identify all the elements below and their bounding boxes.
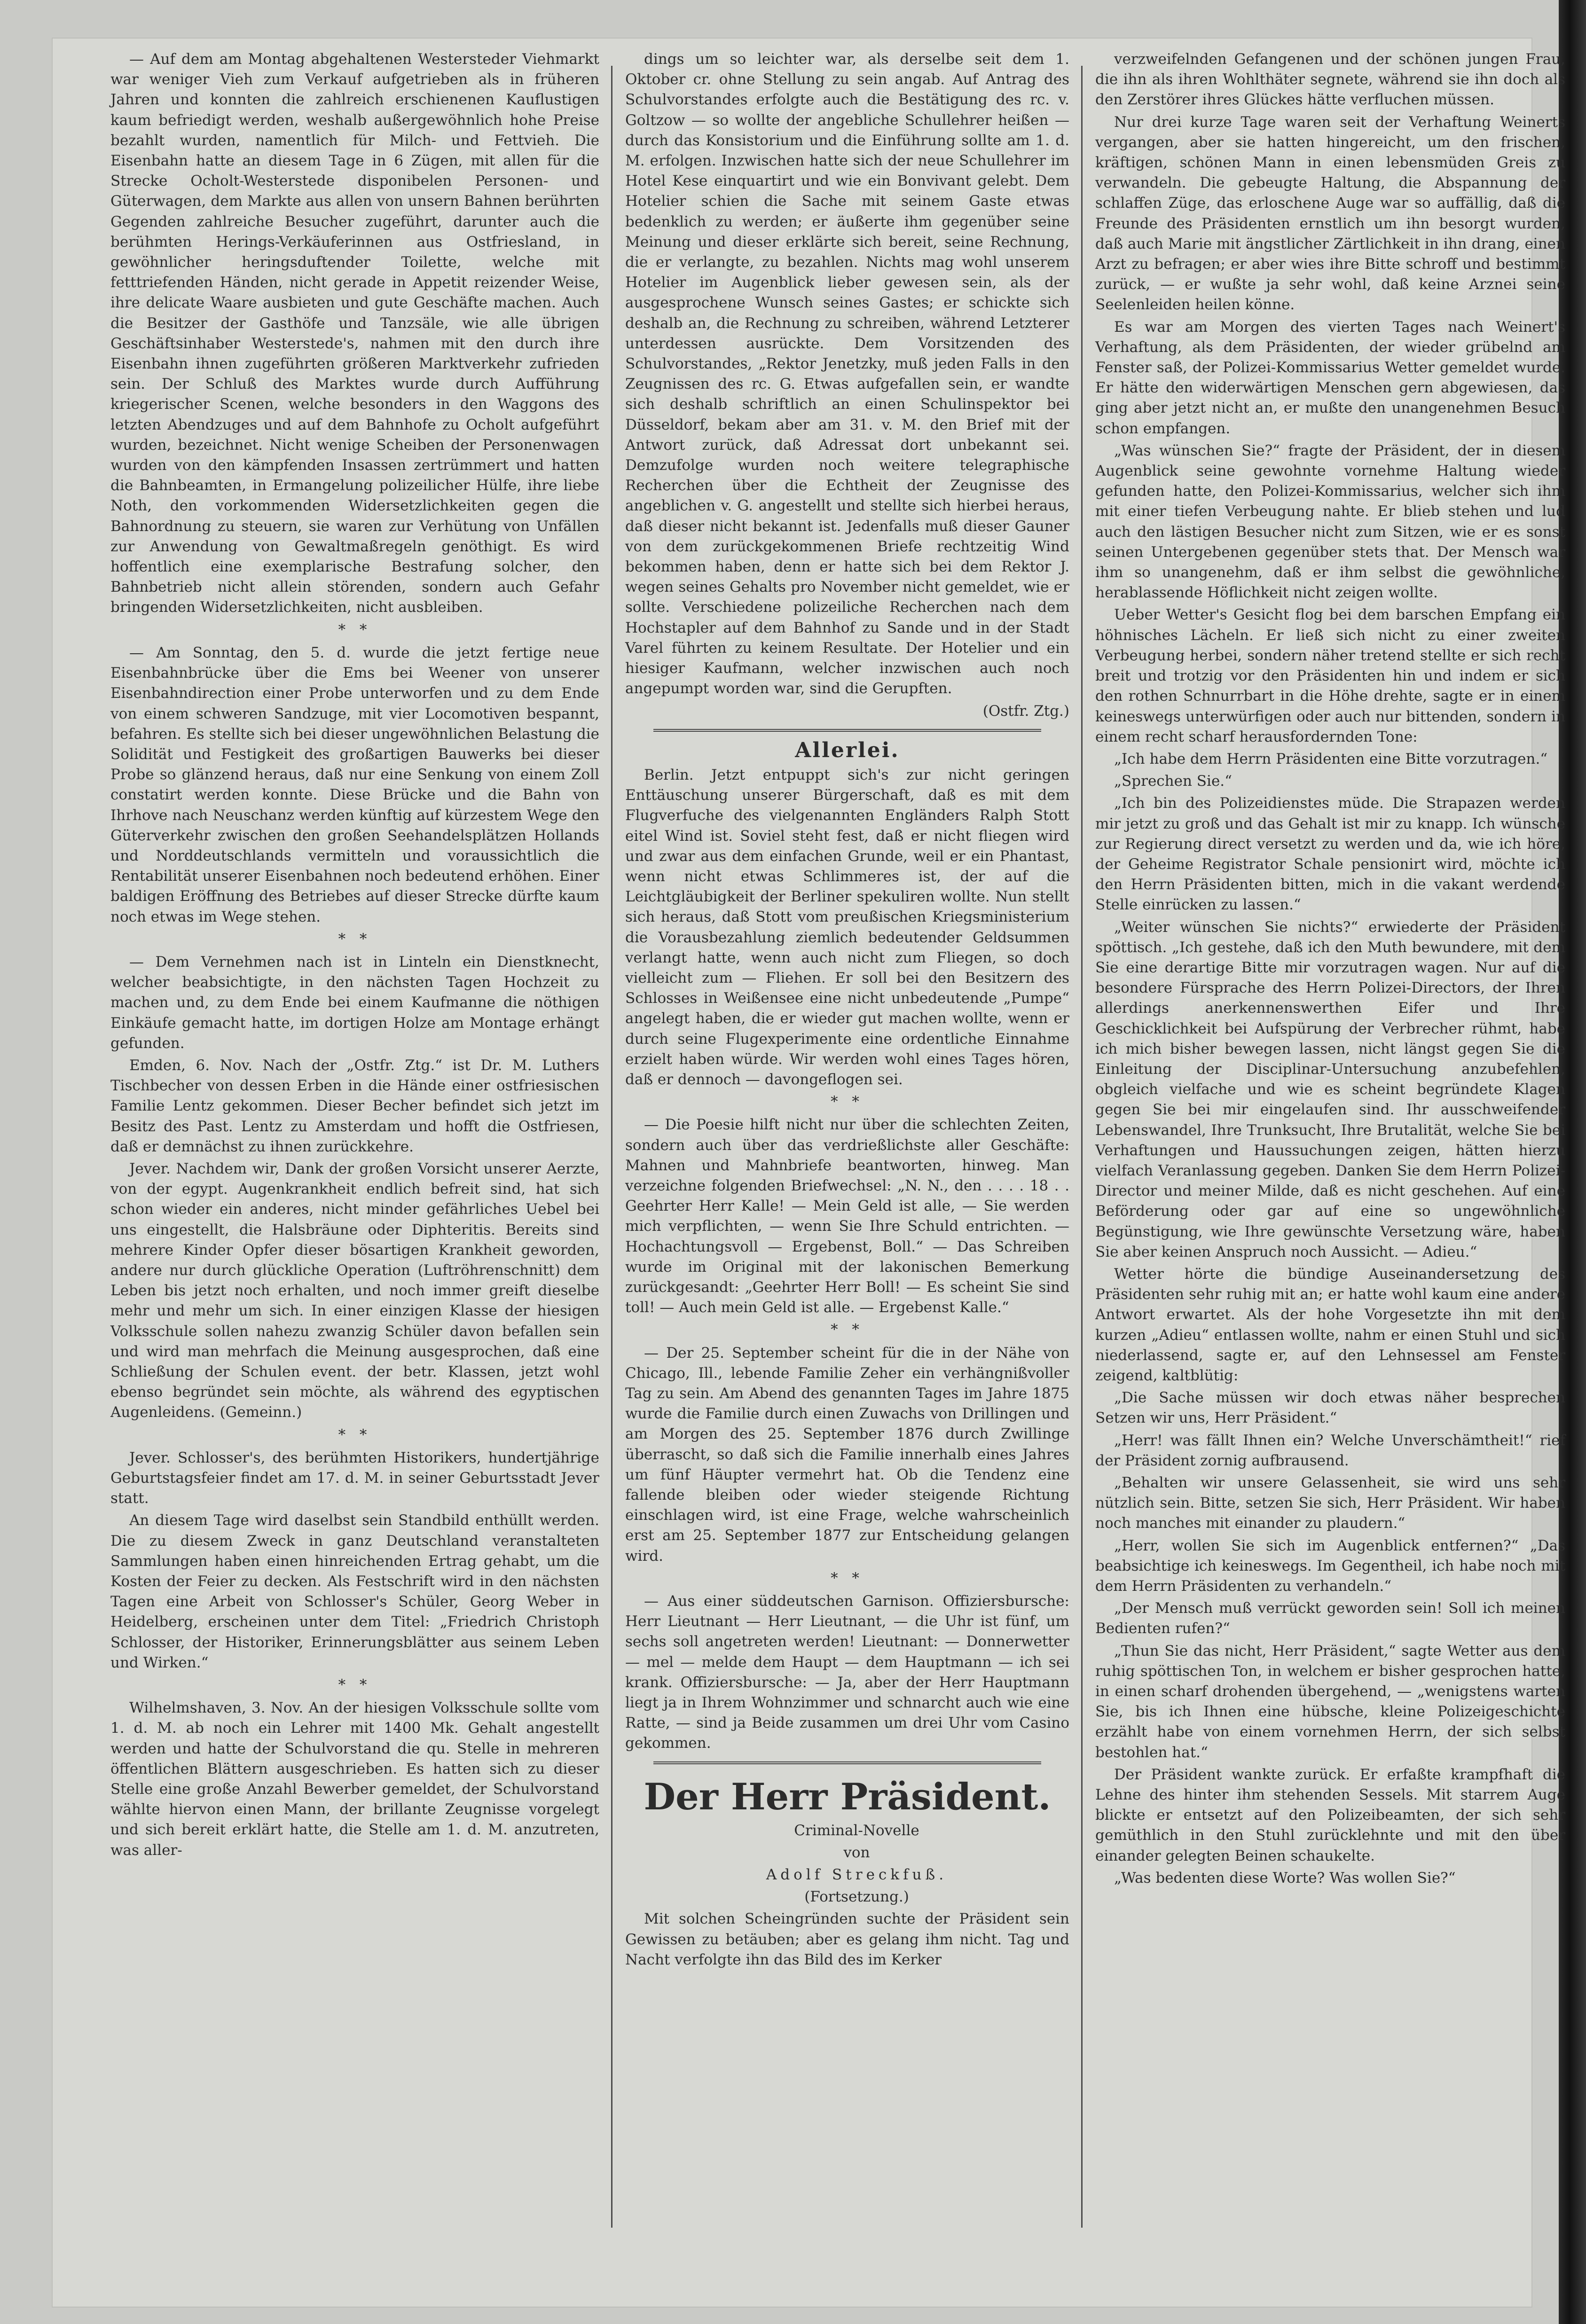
article-linteln: — Dem Vernehmen nach ist in Linteln ein Dienstknecht, welcher beabsichtigte, in den nächsten Tagen Hochzeit zu machen und, zu dem Ende bei einem Kaufmanne die nöthigen Einkäufe gemacht hatte, im dortigen Holze am Montage erhängt gefunden. [110,953,599,1052]
novel-paragraph: Der Präsident wankte zurück. Er erfaßte krampfhaft die Lehne des hinter ihm stehenden Sessels. Mit starrem Auge blickte er entsetzt auf den Polizeibeamten, der sich sehr gemüthlich in den Stuhl zurücklehnte und mit den über einander gelegten Beinen schaukelte. [1095,1766,1565,1864]
article-familie-zeher: — Der 25. September scheint für die in der Nähe von Chicago, Ill., lebende Familie Zeher ein verhängnißvoller Tag zu sein. Am Abend des genannten Tages im Jahre 1875 wurde die Familie durch einen Zuwachs von Drillingen und am Morgen des 25. September 1876 durch Zwillinge überrascht, so daß sich die Familie innerhalb eines Jahres um fünf Häupter vermehrt hat. Ob die Tendenz eine fallende bleiben oder wieder steigende Richtung einschlagen wird, ist eine Frage, welche wahrscheinlich erst am 25. September 1877 zur Entscheidung gelangen wird. [625,1344,1069,1565]
column-rule-left [611,66,612,2228]
section-separator: * * [338,930,372,947]
section-separator: * * [831,1569,864,1587]
novel-paragraph: „Sprechen Sie.“ [1114,773,1232,790]
novel-paragraph: „Herr! was fällt Ihnen ein? Welche Unverschämtheit!“ rief der Präsident zornig aufbrausend. [1095,1432,1565,1469]
article-garnison: — Aus einer süddeutschen Garnison. Offiziersbursche: Herr Lieutnant — Herr Lieutnant, — die Uhr ist fünf, um sechs soll angetreten werden! Lieutnant: — Donnerwetter — mel — melde dem Haupt — dem Hauptmann — ich sei krank. Offiziersbursche: — Ja, aber der Herr Hauptmann liegt ja in Ihrem Wohnzimmer und schnarcht auch wie eine Ratte, — sind ja Beide zusammen um drei Uhr vom Casino gekommen. [625,1593,1069,1752]
section-heading-allerlei: Allerlei. [795,738,900,762]
article-jever-diphteritis: Jever. Nachdem wir, Dank der großen Vorsicht unserer Aerzte, von der egypt. Augenkrankheit endlich befreit sind, hat sich schon wieder ein anderes, nicht minder gefährliches Uebel bei uns eingestellt, die Halsbräune oder Diphteritis. Bereits sind mehrere Kinder Opfer dieser bösartigen Krankheit geworden, andere nur durch glückliche Operation (Luftröhrenschnitt) dem Leben bis jetzt noch erhalten, und noch immer greift dieselbe mehr und mehr um sich. In einer einzigen Klasse der hiesigen Volksschule sollen nahezu zwanzig Schüler davon befallen sein und wird man mehrfach die Meinung ausgesprochen, daß eine Schließung der Schulen event. der betr. Klassen, jetzt wohl ebenso begründet sein möchte, als während des egyptischen Augenleidens. (Gemeinn.) [110,1160,599,1421]
novel-continuation: (Fortsetzung.) [804,1888,909,1906]
column-rule-right [1081,66,1083,2228]
novel-paragraph: „Ich bin des Polizeidienstes müde. Die Strapazen werden mir jetzt zu groß und das Gehalt ist mir zu knapp. Ich wünsche zur Regierung direct versetzt zu werden und da, wie ich höre, der Geheime Registrator Schale pensionirt wird, möchte ich den Herrn Präsidenten bitten, mich in die vakant werdende Stelle einrücken zu lassen.“ [1095,795,1565,914]
novel-paragraph: Ueber Wetter's Gesicht flog bei dem barschen Empfang ein höhnisches Lächeln. Er ließ sich nicht zu einer zweiten Verbeugung herbei, sondern näher tretend stellte er sich recht breit und trotzig vor den Präsidenten hin und indem er sich den rothen Schnurrbart in die Höhe drehte, sagte er in einem keineswegs unterwürfigen oder auch nur bittenden, sondern in einem recht scharf herausfordernden Tone: [1095,606,1565,745]
article-jever-standbild: An diesem Tage wird daselbst sein Standbild enthüllt werden. Die zu diesem Zweck in ganz Deutschland veranstalteten Sammlungen haben einen hinreichenden Ertrag gehabt, um die Kosten der Feier zu decken. Als Festschrift wird in den nächsten Tagen eine Arbeit von Schlosser's Schüler, Georg Weber in Heidelberg, erscheinen unter dem Titel: „Friedrich Christoph Schlosser, der Historiker, Erinnerungsblätter aus seinem Leben und Wirken.“ [110,1512,599,1671]
section-separator: * * [338,621,372,638]
novel-paragraph: „Thun Sie das nicht, Herr Präsident,“ sagte Wetter aus dem ruhig spöttischen Ton, in welchem er bisher gesprochen hatte, in einen scharf drohenden übergehend, — „wenigstens warten Sie, bis ich Ihnen eine hübsche, kleine Polizeigeschichte erzählt habe von einem vornehmen Herrn, der sich selbst bestohlen hat.“ [1095,1642,1565,1761]
article-wilhelmshaven-cont: dings um so leichter war, als derselbe seit dem 1. Oktober cr. ohne Stellung zu sein angab. Auf Antrag des Schulvorstandes erfolgte auch die Bestätigung des rc. v. Goltzow — so wollte der angebliche Schullehrer heißen — durch das Konsistorium und die Einführung sollte am 1. d. M. erfolgen. Inzwischen hatte sich der neue Schullehrer im Hotel Kese einquartirt und wie ein Bonvivant gelebt. Dem Hotelier schien die Sache mit seinem Gaste etwas bedenklich zu werden; er äußerte ihm gegenüber seine Meinung und dieser erklärte sich bereit, seine Rechnung, die er verlangte, zu bezahlen. Nichts mag wohl unserem Hotelier im Augenblick lieber gewesen sein, als der ausgesprochene Wunsch seines Gastes; er schickte sich deshalb an, die Rechnung zu schreiben, während Letzterer unterdessen ausrückte. Dem Vorsitzenden des Schulvorstandes, „Rektor Jenetzky, muß jeden Falls in den Zeugnissen des rc. G. Etwas aufgefallen sein, er wandte sich deshalb schriftlich an einen Schulinspektor bei Düsseldorf, bekam aber am 31. v. M. den Brief mit der Antwort zurück, daß Adressat dort unbekannt sei. Demzufolge wurden noch weitere telegraphische Recherchen über die Echtheit der Zeugnisse des angeblichen v. G. angestellt und stellte sich hierbei heraus, daß dieser nicht bekannt ist. Jedenfalls muß dieser Gauner von dem zurückgekommenen Briefe rechtzeitig Wind bekommen haben, denn er hatte sich bei dem Rektor J. wegen seines Gehalts pro November nicht gemeldet, wie er sollte. Verschiedene polizeiliche Recherchen nach dem Hochstapler auf dem Bahnhof zu Sande und in der Stadt Varel führten zu keinem Resultate. Der Hotelier und ein hiesiger Kaufmann, welcher inzwischen auch noch angepumpt worden war, sind die Gerupften. [625,51,1069,697]
section-separator: * * [338,1426,372,1443]
novel-paragraph: Wetter hörte die bündige Auseinandersetzung des Präsidenten sehr ruhig mit an; er hatte wohl kaum eine andere Antwort erwartet. Als der hohe Vorgesetzte ihn mit dem kurzen „Adieu“ entlassen wollte, nahm er einen Stuhl und sich niederlassend, sagte er, auf den Lehnsessel am Fenster zeigend, kaltblütig: [1095,1265,1565,1384]
article-jever-schlosser: Jever. Schlosser's, des berühmten Historikers, hundertjährige Geburtstagsfeier findet am 17. d. M. in seiner Geburtsstadt Jever statt. [110,1449,599,1507]
novel-paragraph: „Herr, wollen Sie sich im Augenblick entfernen?“ „Das beabsichtige ich keineswegs. Im Gegentheil, ich habe noch mit dem Herrn Präsidenten zu verhandeln.“ [1095,1537,1565,1595]
section-separator: * * [831,1093,864,1111]
column-right [1095,49,1565,1890]
novel-paragraph: „Behalten wir unsere Gelassenheit, sie wird uns sehr nützlich sein. Bitte, setzen Sie sich, Herr Präsident. Wir haben noch manches mit einander zu plaudern.“ [1095,1474,1565,1532]
novel-paragraph: Nur drei kurze Tage waren seit der Verhaftung Weinerts vergangen, aber sie hatten hingereicht, um den frischen, kräftigen, schönen Mann in einen lebensmüden Greis zu verwandeln. Die gebeugte Haltung, die Abspannung der schlaffen Züge, das erloschene Auge war so auffällig, daß die Freunde des Präsidenten ernstlich um ihn besorgt wurden, daß auch Marie mit ängstlicher Zärtlichkeit in ihn drang, einen Arzt zu befragen; er aber wies ihre Bitte schroff und bestimmt zurück, — er wußte ja sehr wohl, daß keine Arznei seine Seelenleiden heilen könne. [1095,113,1565,313]
source-attribution: (Ostfr. Ztg.) [982,702,1069,720]
novel-paragraph: Es war am Morgen des vierten Tages nach Weinert's Verhaftung, als dem Präsidenten, der wieder grübelnd am Fenster saß, der Polizei-Kommissarius Wetter gemeldet wurde. Er hätte den widerwärtigen Menschen gern abgewiesen, das ging aber jetzt nicht an, er mußte den unangenehmen Besuch schon empfangen. [1095,318,1565,437]
novel-paragraph: „Der Mensch muß verrückt geworden sein! Soll ich meinen Bedienten rufen?“ [1095,1600,1565,1637]
column-middle [625,49,1069,1972]
section-separator: * * [338,1676,372,1694]
article-westerstede-viehmarkt: — Auf dem am Montag abgehaltenen Westersteder Viehmarkt war weniger Vieh zum Verkauf aufgetrieben als in früheren Jahren und konnten die zahlreich erschienenen Kauflustigen kaum befriedigt werden, weshalb außergewöhnlich hohe Preise bezahlt wurden, namentlich für Milch- und Fettvieh. Die Eisenbahn hatte an diesem Tage in 6 Zügen, mit allen für die Strecke Ocholt-Westerstede disponibelen Personen- und Güterwagen, dem Markte aus allen von unsern Bahnen berührten Gegenden zahlreiche Besucher zugeführt, darunter auch die berühmten Herings-Verkäuferinnen aus Ostfriesland, in gewöhnlicher heringsduftender Toilette, welche mit fetttriefenden Händen, nicht gerade in Appetit reizender Weise, ihre delicate Waare ausbieten und gute Geschäfte machen. Auch die Besitzer der Gasthöfe und Tanzsäle, wie alle übrigen Geschäftsinhaber Westerstede's, nahmen mit den durch ihre Eisenbahn ihnen zugeführten größeren Marktverkehr zufrieden sein. Der Schluß des Marktes wurde durch Aufführung kriegerischer Scenen, welche besonders in den Waggons des letzten Abendzuges und auf dem Bahnhofe zu Ocholt aufgeführt wurden, bezeichnet. Nicht wenige Scheiben der Personenwagen wurden von den kämpfenden Insassen zertrümmert und hatten die Bahnbeamten, in Ermangelung polizeilicher Hülfe, ihre liebe Noth, den vorkommenden Widersetzlichkeiten gegen die Bahnordnung zu steuern, sie waren zur Verhütung von Unfällen zur Anwendung von Gewaltmaßregeln genöthigt. Es wird hoffentlich eine exemplarische Bestrafung solcher, den Bahnbetrieb nicht allein störenden, sondern auch Gefahr bringenden Widersetzlichkeiten, nicht ausbleiben. [110,51,599,616]
divider [653,1761,1041,1764]
novel-paragraph: „Die Sache müssen wir doch etwas näher besprechen Setzen wir uns, Herr Präsident.“ [1095,1389,1565,1427]
article-poesie: — Die Poesie hilft nicht nur über die schlechten Zeiten, sondern auch über das verdrießlichste aller Geschäfte: Mahnen und Mahnbriefe beantworten, hinweg. Man verzeichne folgenden Briefwechsel: „N. N., den . . . . 18 . . Geehrter Herr Kalle! — Mein Geld ist alle, — Sie werden mich verpflichten, — wenn Sie Ihre Schuld entrichten. — Hochachtungsvoll — Ergebenst, Boll.“ — Das Schreiben wurde im Original mit der lakonischen Bemerkung zurückgesandt: „Geehrter Herr Boll! — Es scheint Sie sind toll! — Auch mein Geld ist alle. — Ergebenst Kalle.“ [625,1116,1069,1316]
novel-paragraph: verzweifelnden Gefangenen und der schönen jungen Frau, die ihn als ihren Wohlthäter segnete, während sie ihn doch als den Zerstörer ihres Glückes hätte verfluchen müssen. [1095,51,1565,109]
article-emden: Emden, 6. Nov. Nach der „Ostfr. Ztg.“ ist Dr. M. Luthers Tischbecher von dessen Erben in die Hände einer ostfriesischen Familie Lentz gekommen. Dieser Becher befindet sich jetzt im Besitz des Past. Lentz zu Amsterdam und hofft die Ostfriesen, daß er demnächst zu ihnen zurückkehre. [110,1056,599,1155]
novel-author: Adolf Streckfuß. [766,1866,948,1884]
novel-subtitle: Criminal-Novelle [794,1822,919,1839]
column-left [110,49,599,1862]
novel-title: Der Herr Präsident. [644,1775,1051,1818]
novel-paragraph: „Was wünschen Sie?“ fragte der Präsident, der in diesem Augenblick seine gewohnte vornehme Haltung wieder gefunden hatte, den Polizei-Kommissarius, welcher sich ihm mit einer tiefen Verbeugung nahte. Er blieb stehen und lud auch den lästigen Besucher nicht zum Sitzen, wie er es sonst seinen Untergebenen gegenüber stets that. Der Mensch war ihm so unangenehm, daß er ihm selbst die gewöhnliche, herablassende Höflichkeit nicht zeigen wollte. [1095,442,1565,602]
novel-paragraph: „Weiter wünschen Sie nichts?“ erwiederte der Präsident spöttisch. „Ich gestehe, daß ich den Muth bewundere, mit dem Sie eine derartige Bitte mir vorzutragen wagen. Nur auf die besondere Fürsprache des Herrn Polizei-Directors, der Ihren allerdings anerkennenswerthen Eifer und Ihre Geschicklichkeit bei Aufspürung der Verbrecher rühmt, habe ich mich bisher bewegen lassen, nicht längst gegen Sie die Einleitung der Disciplinar-Untersuchung anzubefehlen, obgleich vielfache und wie es scheint begründete Klagen gegen Sie bei mir eingelaufen sind. Ihr ausschweifender Lebenswandel, Ihre Trunksucht, Ihre Brutalität, welche Sie bei Verhaftungen und Haussuchungen zeigen, hätten hierzu vielfach Veranlassung gegeben. Danken Sie dem Herrn Polizei-Director und meiner Milde, daß es nicht geschehen. Auf eine Beförderung oder gar auf eine so ungewöhnliche Begünstigung, wie Ihre gewünschte Versetzung wäre, haben Sie aber keinen Anspruch noch Aussicht. — Adieu.“ [1095,918,1565,1260]
article-eisenbahnbruecke: — Am Sonntag, den 5. d. wurde die jetzt fertige neue Eisenbahnbrücke über die Ems bei Weener von unserer Eisenbahndirection einer Probe unterworfen und zu dem Ende von einem schweren Sandzuge, mit vier Locomotiven bespannt, befahren. Es stellte sich bei dieser ungewöhnlichen Belastung die Solidität und Festigkeit des großartigen Bauwerks bei dieser Probe so glänzend heraus, daß nur eine Senkung von einem Zoll constatirt werden konnte. Diese Brücke und die Bahn von Ihrhove nach Neuschanz werden künftig auf kürzestem Wege den Güterverkehr zwischen den großen Seehandelsplätzen Hollands und Norddeutschlands vermitteln und voraussichtlich die Rentabilität unserer Eisenbahnen noch bedeutend erhöhen. Einer baldigen Eröffnung des Betriebes auf dieser Strecke dürfte kaum noch etwas im Wege stehen. [110,644,599,925]
novel-paragraph: „Ich habe dem Herrn Präsidenten eine Bitte vorzutragen.“ [1114,750,1548,767]
divider [653,729,1041,732]
section-separator: * * [831,1321,864,1338]
article-wilhelmshaven: Wilhelmshaven, 3. Nov. An der hiesigen Volksschule sollte vom 1. d. M. ab noch ein Lehrer mit 1400 Mk. Gehalt angestellt werden und hatte der Schulvorstand die qu. Stelle in mehreren öffentlichen Blättern ausgeschrieben. Es hatten sich zu dieser Stelle eine große Anzahl Bewerber gemeldet, der Schulvorstand wählte hiervon einen Mann, der brillante Zeugnisse vorgelegt und sich bereit erklärt hatte, die Stelle am 1. d. M. anzutreten, was aller- [110,1699,599,1859]
novel-text-start: Mit solchen Scheingründen suchte der Präsident sein Gewissen zu betäuben; aber es gelang ihm nicht. Tag und Nacht verfolgte ihn das Bild des im Kerker [625,1910,1069,1968]
novel-paragraph: „Was bedenten diese Worte? Was wollen Sie?“ [1114,1869,1456,1886]
novel-by: von [843,1844,870,1861]
article-berlin: Berlin. Jetzt entpuppt sich's zur nicht geringen Enttäuschung unserer Bürgerschaft, daß es mit dem Flugverfuche des vielgenannten Engländers Ralph Stott eitel Wind ist. Soviel steht fest, daß er nicht fliegen wird und zwar aus dem einfachen Grunde, weil er ein Phantast, wenn nicht etwas Schlimmeres ist, der auf die Leichtgläubigkeit der Berliner spekuliren wollte. Nun stellt sich heraus, daß Stott vom preußischen Kriegsministerium die Vorausbezahlung ziemlich bedeutender Geldsummen verlangt hatte, wenn auch nicht zum Fliegen, so doch vielleicht zum — Fliehen. Er soll bei den Besitzern des Schlosses in Weißensee eine nicht unbedeutende „Pumpe“ angelegt haben, die er wieder gut machen wollte, wenn er durch seine Flugexperimente eine ordentliche Einnahme erzielt haben würde. Wir werden wohl eines Tages hören, daß er dennoch — davongeflogen sei. [625,766,1069,1088]
